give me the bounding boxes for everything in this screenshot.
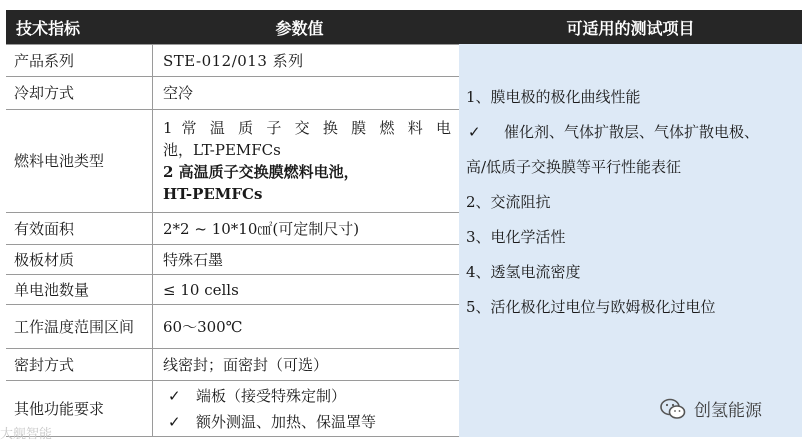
fuel-cell-type-line-2: 池，LT-PEMFCs bbox=[163, 141, 281, 159]
check-item-label: 端板（接受特殊定制） bbox=[196, 386, 347, 405]
test-item-3: 3、电化学活性 bbox=[466, 228, 566, 246]
check-item-label: 额外测温、加热、保温罩等 bbox=[196, 412, 377, 431]
watermark-right-text: 创氢能源 bbox=[694, 401, 762, 421]
table-row bbox=[6, 213, 459, 245]
spec-value: 线密封；面密封（可选） bbox=[163, 355, 329, 374]
spec-label: 极板材质 bbox=[6, 245, 153, 274]
fuel-cell-type-line-4: HT-PEMFCs bbox=[163, 185, 263, 203]
table-row bbox=[6, 381, 459, 437]
table-row bbox=[6, 110, 459, 213]
watermark-left-text: 大舰智能 bbox=[0, 427, 53, 442]
test-item-1-sub-b: 高/低质子交换膜等平行性能表征 bbox=[466, 158, 682, 176]
table-row bbox=[6, 275, 459, 305]
spec-label: 其他功能要求 bbox=[6, 381, 153, 436]
check-item bbox=[168, 383, 451, 409]
table-row bbox=[6, 305, 459, 349]
spec-value: 特殊石墨 bbox=[163, 250, 224, 269]
table-row bbox=[6, 245, 459, 275]
spec-value: 空冷 bbox=[163, 84, 194, 102]
check-item bbox=[168, 409, 451, 435]
spec-label: 密封方式 bbox=[6, 349, 153, 380]
test-item-1: 1、膜电极的极化曲线性能 bbox=[466, 88, 641, 106]
fuel-cell-type-line-1: 1 常 温 质 子 交 换 膜 燃 料 电 bbox=[163, 119, 451, 137]
spec-value bbox=[154, 110, 459, 212]
spec-label: 单电池数量 bbox=[6, 275, 153, 304]
test-item-4: 4、透氢电流密度 bbox=[466, 263, 581, 281]
header-spec-label: 技术指标 bbox=[16, 18, 81, 38]
spec-value: ≤ 10 cells bbox=[163, 280, 239, 299]
spec-label: 产品系列 bbox=[6, 45, 153, 76]
header-value-label: 参数值 bbox=[275, 18, 324, 38]
table-row bbox=[6, 349, 459, 381]
tests-list bbox=[466, 80, 802, 325]
spec-label: 燃料电池类型 bbox=[6, 110, 153, 212]
watermark-left bbox=[0, 423, 52, 442]
table-header-left bbox=[6, 10, 459, 44]
wechat-icon bbox=[660, 398, 686, 420]
spec-label: 冷却方式 bbox=[6, 77, 153, 109]
spec-value bbox=[154, 381, 459, 436]
table-row bbox=[6, 44, 459, 77]
check-icon: ✓ bbox=[468, 123, 481, 141]
spec-label: 有效面积 bbox=[6, 213, 153, 244]
spec-label: 工作温度范围区间 bbox=[6, 305, 153, 348]
spec-value: STE-012/013 系列 bbox=[163, 51, 304, 70]
header-tests-label: 可适用的测试项目 bbox=[566, 18, 695, 38]
test-item-2: 2、交流阻抗 bbox=[466, 193, 551, 211]
fuel-cell-type-line-3: 2 高温质子交换膜燃料电池， bbox=[163, 163, 359, 181]
watermark-right bbox=[660, 396, 762, 421]
spec-value: 60～300℃ bbox=[163, 317, 243, 336]
test-item-1-sub bbox=[466, 115, 802, 150]
table-row bbox=[6, 77, 459, 110]
spec-value: 2*2 ~ 10*10㎠(可定制尺寸) bbox=[163, 219, 360, 238]
test-item-5: 5、活化极化过电位与欧姆极化过电位 bbox=[466, 298, 716, 316]
test-item-1-sub-a: 催化剂、气体扩散层、气体扩散电极、 bbox=[504, 123, 760, 141]
table-header-right bbox=[459, 10, 802, 44]
check-icon: ✓ bbox=[168, 386, 181, 405]
check-icon: ✓ bbox=[168, 412, 181, 431]
